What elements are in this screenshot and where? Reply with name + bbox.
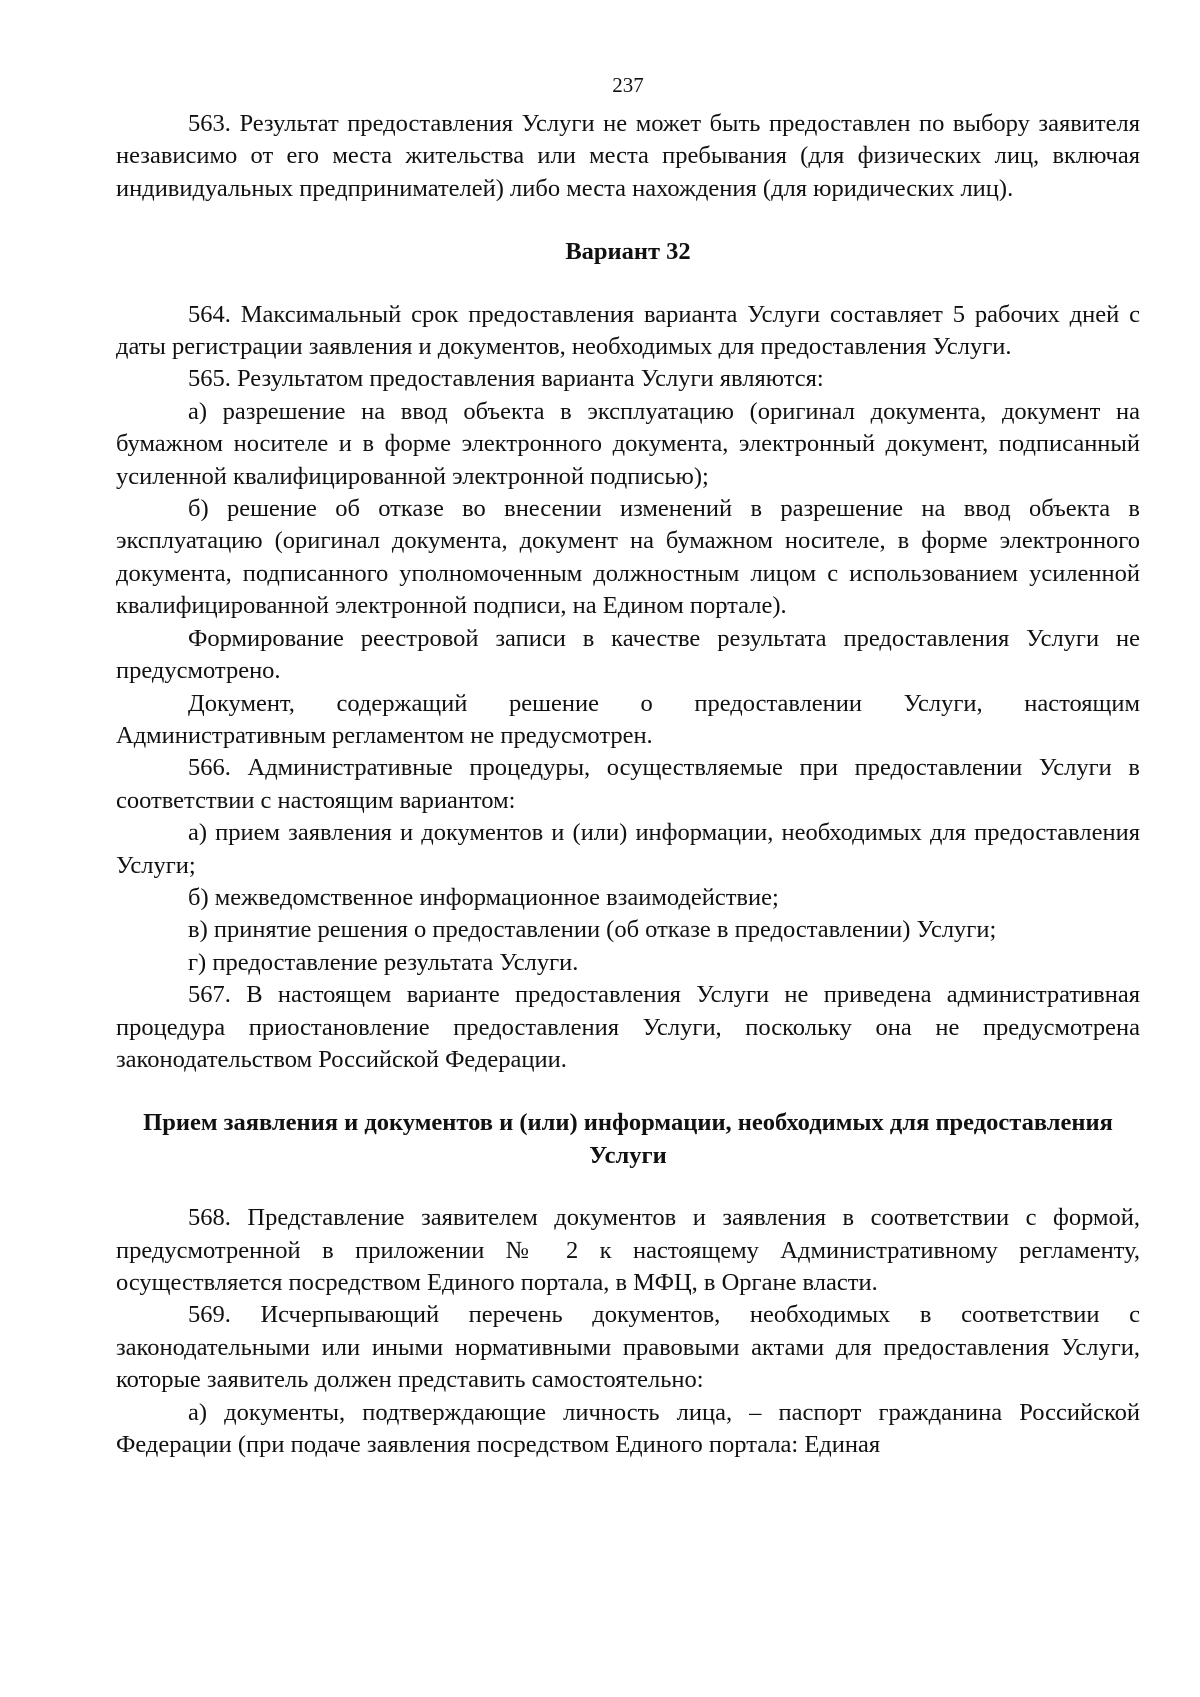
paragraph-564: 564. Максимальный срок предоставления варианта Услуги составляет 5 рабочих дней с даты регистрации заявления и документов, необходимых для предоставления Услуги. bbox=[116, 300, 1140, 361]
paragraph-566: 566. Административные процедуры, осуществляемые при предоставлении Услуги в соответствии с настоящим вариантом: bbox=[116, 754, 1140, 814]
page-number: 237 bbox=[612, 73, 644, 97]
heading-variant-32: Вариант 32 bbox=[565, 238, 691, 266]
paragraph-566-b: б) межведомственное информационное взаимодействие; bbox=[188, 883, 779, 911]
paragraph-563: 563. Результат предоставления Услуги не может быть предоставлен по выбору заявителя независимо от его места жительства или места пребывания (для физических лиц, включая индивидуальных предпринимателей) либо места нахождения (для юридических лиц). bbox=[116, 110, 1140, 202]
paragraph-565-a: а) разрешение на ввод объекта в эксплуатацию (оригинал документа, документ на бумажном носителе и в форме электронного документа, электронный документ, подписанный усиленной квалифицированной электронной подписью); bbox=[116, 397, 1140, 490]
paragraph-565: 565. Результатом предоставления варианта Услуги являются: bbox=[188, 365, 824, 393]
paragraph-566-d: г) предоставление результата Услуги. bbox=[188, 948, 579, 976]
heading-application-intake: Прием заявления и документов и (или) информации, необходимых для предоставления Услуги bbox=[143, 1109, 1113, 1169]
paragraph-registry-record: Формирование реестровой записи в качестве результата предоставления Услуги не предусмотрено. bbox=[116, 624, 1140, 685]
paragraph-569-a: а) документы, подтверждающие личность лица, – паспорт гражданина Российской Федерации (при подаче заявления посредством Единого портала: Единая bbox=[116, 1398, 1140, 1459]
document-page bbox=[116, 70, 1140, 1461]
paragraph-567: 567. В настоящем варианте предоставления Услуги не приведена административная процедура приостановление предоставления Услуги, поскольку она не предусмотрена законодательством Российской Федерации. bbox=[116, 981, 1140, 1073]
paragraph-565-b: б) решение об отказе во внесении изменений в разрешение на ввод объекта в эксплуатацию (оригинал документа, документ на бумажном носителе, в форме электронного документа, подписанного уполномоченным должностным лицом с использованием усиленной квалифицированной электронной подписи, на Едином портале). bbox=[116, 495, 1140, 620]
paragraph-569: 569. Исчерпывающий перечень документов, необходимых в соответствии с законодательными или иными нормативными правовыми актами для предоставления Услуги, которые заявитель должен представить самостоятельно: bbox=[116, 1301, 1140, 1394]
paragraph-566-c: в) принятие решения о предоставлении (об отказе в предоставлении) Услуги; bbox=[188, 916, 997, 944]
paragraph-decision-document: Документ, содержащий решение о предоставлении Услуги, настоящим Административным регламентом не предусмотрен. bbox=[116, 689, 1140, 749]
paragraph-568: 568. Представление заявителем документов и заявления в соответствии с формой, предусмотренной в приложении № 2 к настоящему Административному регламенту, осуществляется посредством Единого портала, в МФЦ, в Органе власти. bbox=[116, 1204, 1140, 1296]
paragraph-566-a: а) прием заявления и документов и (или) информации, необходимых для предоставления Услуги; bbox=[116, 819, 1140, 879]
